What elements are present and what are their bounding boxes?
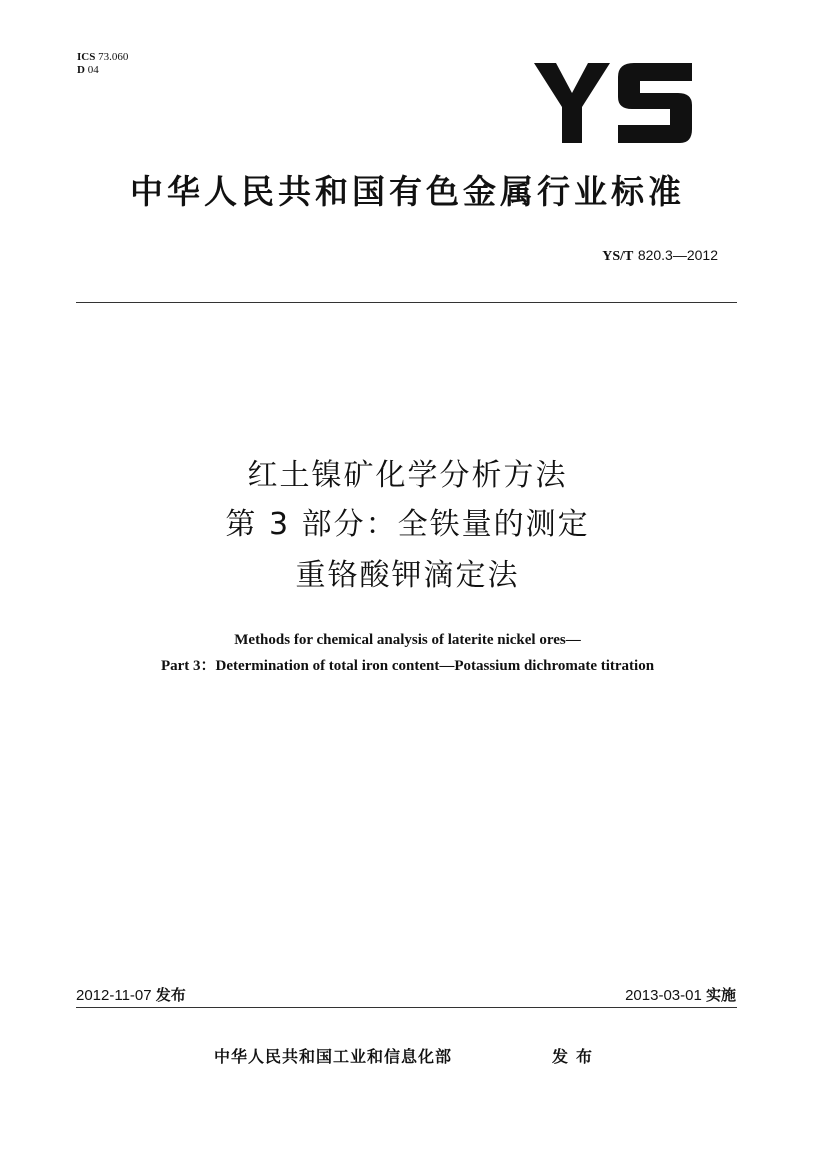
implement-date <box>625 985 736 1006</box>
org-title: 中华人民共和国有色金属行业标准 <box>130 172 685 211</box>
ccs-label: D <box>77 64 85 76</box>
title-cn-line3: 重铬酸钾滴定法 <box>295 558 520 593</box>
ics-value: 73.060 <box>98 51 129 63</box>
publisher: 中华人民共和国工业和信息化部 <box>214 1047 453 1066</box>
title-cn-line2: 第 3 部分：全铁量的测定 <box>225 507 590 542</box>
ccs-code <box>77 64 128 77</box>
classification-codes <box>77 51 128 77</box>
ys-logo <box>534 63 694 143</box>
title-cn-line1: 红土镍矿化学分析方法 <box>247 458 568 493</box>
standard-number <box>602 246 718 266</box>
standard-code: 820.3—2012 <box>637 247 718 263</box>
footer-divider <box>76 1007 737 1008</box>
ics-label: ICS <box>77 51 96 63</box>
issue-date <box>76 985 186 1006</box>
implement-date-value: 2013-03-01 <box>625 987 702 1004</box>
standard-prefix: YS/T <box>602 249 634 264</box>
header-divider <box>76 302 737 303</box>
title-en-line1: Methods for chemical analysis of laterite nickel ores— <box>234 632 581 648</box>
publish-action: 发布 <box>552 1047 601 1066</box>
ics-code <box>77 51 128 64</box>
ccs-value: 04 <box>87 64 99 76</box>
issue-date-label: 发布 <box>155 986 186 1004</box>
issue-date-value: 2012-11-07 <box>76 987 152 1004</box>
implement-date-label: 实施 <box>705 986 736 1004</box>
title-en-line2: Part 3：Determination of total iron content—Potassium dichromate titration <box>160 658 655 674</box>
